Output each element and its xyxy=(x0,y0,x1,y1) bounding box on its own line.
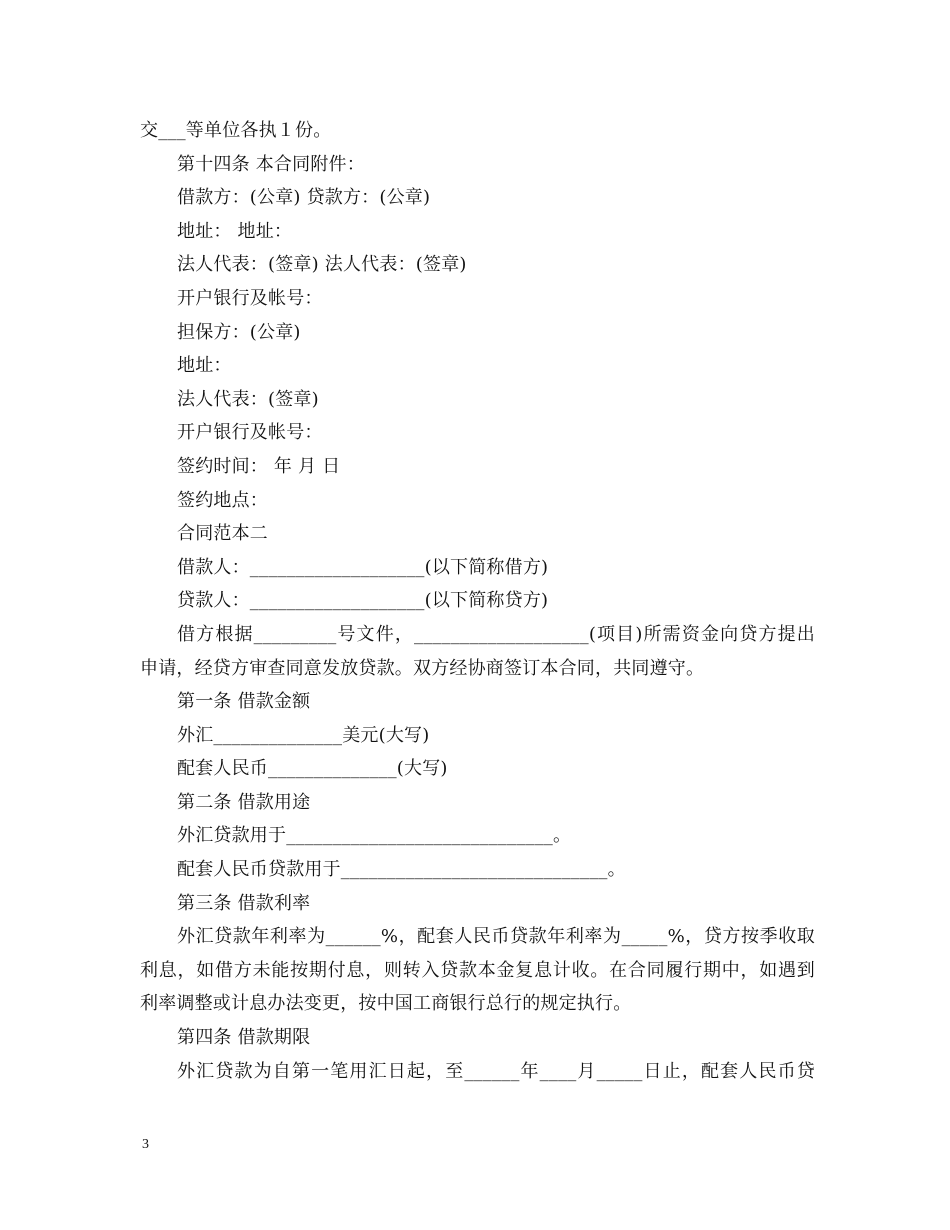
text-line: 借款人：___________________(以下简称借方) xyxy=(177,556,549,578)
article-heading: 第三条 借款利率 xyxy=(177,892,311,914)
text-line: 签约时间： 年 月 日 xyxy=(177,455,341,477)
text-line: 配套人民币贷款用于_____________________________。 xyxy=(177,859,626,881)
article-heading: 第四条 借款期限 xyxy=(177,1027,311,1049)
text-line: 地址： 地址： xyxy=(177,220,293,242)
text-line: 法人代表：(签章) 法人代表：(签章) xyxy=(177,254,467,276)
text-line: 外汇贷款为自第一笔用汇日起，至______年____月_____日止，配套人民币贷 xyxy=(177,1060,815,1082)
text-line: 法人代表：(签章) xyxy=(177,388,319,410)
text-line: 外汇贷款年利率为______%，配套人民币贷款年利率为_____%，贷方按季收取 xyxy=(177,926,815,948)
text-line: 借款方：(公章) 贷款方：(公章) xyxy=(177,187,431,209)
document-body xyxy=(140,114,815,1088)
article-heading: 第二条 借款用途 xyxy=(177,791,311,813)
text-line: 开户银行及帐号： xyxy=(177,422,323,444)
text-line: 贷款人：___________________(以下简称贷方) xyxy=(177,590,549,612)
text-line: 交___等单位各执１份。 xyxy=(140,120,332,141)
page-number: 3 xyxy=(142,1137,149,1152)
text-line: 配套人民币______________(大写) xyxy=(177,758,448,780)
text-line: 开户银行及帐号： xyxy=(177,287,323,309)
text-line: 利息，如借方未能按期付息，则转入贷款本金复息计收。在合同履行期中，如遇到 xyxy=(140,959,815,981)
text-line: 第十四条 本合同附件： xyxy=(177,153,365,175)
text-line: 借方根据_________号文件，___________________(项目)所需资金向贷方提出 xyxy=(177,623,815,645)
text-line: 外汇贷款用于_____________________________。 xyxy=(177,825,572,847)
text-line: 地址： xyxy=(177,355,232,377)
text-line: 担保方：(公章) xyxy=(177,321,301,343)
text-line: 申请，经贷方审查同意发放贷款。双方经协商签订本合同，共同遵守。 xyxy=(140,657,705,679)
text-line: 利率调整或计息办法变更，按中国工商银行总行的规定执行。 xyxy=(140,993,632,1015)
text-line: 签约地点： xyxy=(177,489,268,511)
article-heading: 第一条 借款金额 xyxy=(177,691,311,713)
section-title: 合同范本二 xyxy=(177,523,268,545)
text-line: 外汇______________美元(大写) xyxy=(177,724,430,746)
